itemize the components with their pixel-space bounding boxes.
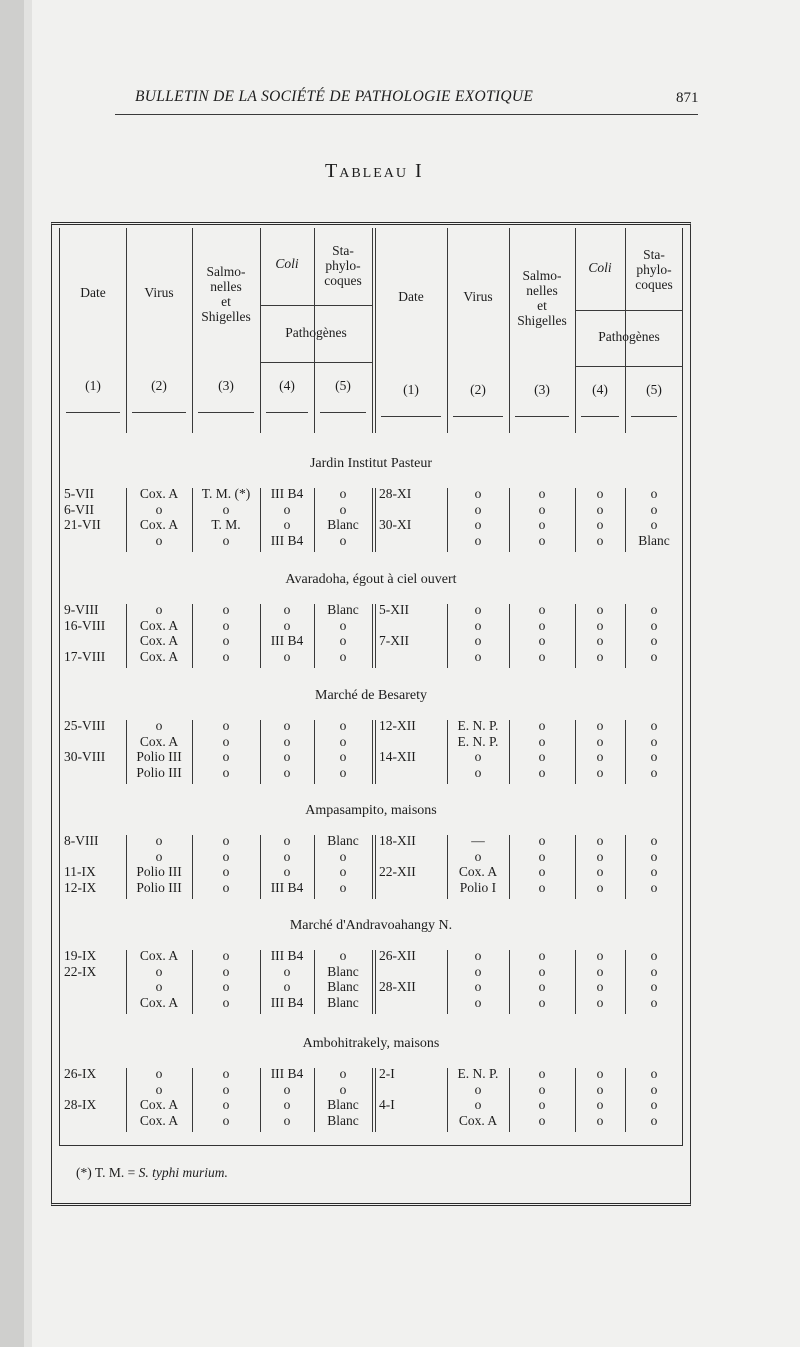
salmonelles-header-line: et — [537, 298, 547, 313]
pathogenes-rule — [575, 310, 683, 311]
value-cell: Blanc — [327, 979, 359, 995]
staphylocoques-header-line: Sta- — [643, 247, 665, 262]
date-cell: 30-VIII — [64, 749, 106, 765]
value-cell: o — [283, 602, 291, 617]
footnote-text: S. typhi murium. — [138, 1165, 228, 1180]
value-cell: o — [339, 848, 347, 864]
value-cell: o — [538, 948, 546, 963]
value-cell: Cox. A — [139, 994, 179, 1010]
staphylocoques-header-line: coques — [324, 273, 362, 288]
value-cell: o — [222, 718, 230, 733]
value-cell: o — [596, 633, 604, 649]
value-cell: o — [596, 733, 604, 749]
value-cell: o — [474, 602, 482, 617]
value-cell: E. N. P. — [457, 1066, 499, 1081]
value-cell: o — [339, 648, 347, 664]
value-cell: III B4 — [270, 532, 304, 548]
date-cell: 22-XII — [379, 864, 416, 880]
header-column-rule — [192, 228, 193, 433]
date-header: Date — [80, 285, 106, 300]
staphylocoques-header-line: Sta- — [332, 243, 354, 258]
section-title: Marché de Besarety — [315, 688, 427, 703]
date-cell: 12-IX — [64, 879, 97, 895]
value-cell: o — [155, 501, 163, 517]
value-cell: o — [222, 602, 230, 617]
column-number: (4) — [279, 378, 295, 393]
value-cell: o — [474, 1081, 482, 1097]
header-column-rule — [126, 228, 127, 433]
column-number-rule — [66, 412, 120, 413]
pathogenes-header: Pathogènes — [598, 329, 660, 344]
value-cell: o — [339, 486, 347, 501]
value-cell: o — [222, 848, 230, 864]
virus-header: Virus — [463, 289, 493, 304]
value-cell: o — [339, 864, 347, 880]
value-cell: E. N. P. — [457, 733, 499, 749]
date-cell: 26-XII — [379, 948, 416, 963]
value-cell: E. N. P. — [457, 718, 499, 733]
column-number-rule — [381, 416, 441, 417]
value-cell: o — [650, 733, 658, 749]
salmonelles-header-line: nelles — [526, 283, 558, 298]
value-cell: o — [339, 1066, 347, 1081]
value-cell: o — [222, 648, 230, 664]
value-cell: o — [538, 1066, 546, 1081]
date-cell: 5-XII — [379, 602, 409, 617]
value-cell: o — [474, 764, 482, 780]
value-cell: o — [650, 486, 658, 501]
body-column-rule — [375, 604, 376, 668]
value-cell: o — [596, 948, 604, 963]
column-number: (1) — [85, 378, 101, 393]
value-cell: III B4 — [270, 994, 304, 1010]
value-cell: Blanc — [327, 994, 359, 1010]
value-cell: o — [283, 963, 291, 979]
value-cell: o — [283, 764, 291, 780]
value-cell: o — [596, 718, 604, 733]
coli-header: Coli — [275, 256, 299, 271]
value-cell: o — [222, 963, 230, 979]
value-cell: o — [650, 764, 658, 780]
value-cell: o — [222, 979, 230, 995]
footnote-marker: (*) T. M. = — [76, 1165, 136, 1180]
column-number: (4) — [592, 382, 608, 397]
value-cell: Cox. A — [458, 1112, 498, 1128]
value-cell: o — [222, 879, 230, 895]
value-cell: o — [650, 948, 658, 963]
value-cell: o — [339, 501, 347, 517]
value-cell: o — [339, 718, 347, 733]
value-cell: Polio III — [136, 879, 182, 895]
virus-header: Virus — [144, 285, 174, 300]
page-number: 871 — [676, 90, 699, 106]
staphylocoques-header-line: coques — [635, 277, 673, 292]
value-cell: T. M. (*) — [201, 486, 251, 501]
salmonelles-header-line: Shigelles — [201, 309, 251, 324]
value-cell: o — [222, 764, 230, 780]
date-cell: 17-VIII — [64, 648, 106, 664]
value-cell: o — [650, 1112, 658, 1128]
section-title: Ampasampito, maisons — [305, 803, 437, 818]
value-cell: o — [474, 979, 482, 995]
value-cell: o — [538, 517, 546, 533]
value-cell: III B4 — [270, 879, 304, 895]
header-column-rule — [375, 228, 376, 433]
value-cell: Cox. A — [139, 948, 179, 963]
value-cell: o — [283, 517, 291, 533]
value-cell: o — [538, 532, 546, 548]
column-number: (5) — [646, 382, 662, 397]
value-cell: o — [155, 1066, 163, 1081]
value-cell: o — [222, 633, 230, 649]
column-number: (3) — [534, 382, 550, 397]
value-cell: Cox. A — [139, 486, 179, 501]
date-cell: 28-IX — [64, 1097, 97, 1113]
column-number-rule — [198, 412, 254, 413]
header-rule — [115, 114, 698, 115]
value-cell: o — [538, 979, 546, 995]
date-cell: 9-VIII — [64, 602, 99, 617]
value-cell: o — [596, 979, 604, 995]
date-cell: 2-I — [379, 1066, 395, 1081]
date-cell: 25-VIII — [64, 718, 106, 733]
value-cell: o — [538, 733, 546, 749]
value-cell: o — [596, 864, 604, 880]
date-cell: 14-XII — [379, 749, 416, 765]
value-cell: III B4 — [270, 948, 304, 963]
value-cell: o — [474, 749, 482, 765]
value-cell: Cox. A — [139, 648, 179, 664]
body-column-rule — [372, 488, 373, 552]
value-cell: o — [283, 617, 291, 633]
column-number: (5) — [335, 378, 351, 393]
value-cell: o — [283, 864, 291, 880]
value-cell: o — [474, 532, 482, 548]
value-cell: o — [222, 532, 230, 548]
value-cell: o — [596, 749, 604, 765]
column-number: (3) — [218, 378, 234, 393]
date-cell: 16-VIII — [64, 617, 106, 633]
date-cell: 19-IX — [64, 948, 97, 963]
date-cell: 6-VII — [64, 501, 94, 517]
value-cell: o — [155, 532, 163, 548]
value-cell: Polio III — [136, 749, 182, 765]
value-cell: o — [474, 948, 482, 963]
value-cell: o — [283, 848, 291, 864]
pathogenes-rule — [260, 305, 372, 306]
value-cell: o — [155, 833, 163, 848]
value-cell: o — [222, 749, 230, 765]
value-cell: o — [650, 963, 658, 979]
pathogenes-bottom-rule — [575, 366, 683, 367]
value-cell: o — [538, 749, 546, 765]
value-cell: o — [283, 718, 291, 733]
value-cell: o — [596, 1112, 604, 1128]
value-cell: o — [596, 517, 604, 533]
value-cell: o — [538, 718, 546, 733]
section-title: Marché d'Andravoahangy N. — [289, 918, 453, 933]
value-cell: o — [650, 864, 658, 880]
value-cell: o — [650, 833, 658, 848]
body-column-rule — [375, 950, 376, 1014]
value-cell: Blanc — [327, 1097, 359, 1113]
body-column-rule — [375, 720, 376, 784]
value-cell: T. M. — [211, 517, 241, 533]
column-number-rule — [266, 412, 308, 413]
staphylocoques-header-line: phylo- — [636, 262, 672, 277]
value-cell: o — [474, 848, 482, 864]
value-cell: o — [538, 848, 546, 864]
column-number-rule — [515, 416, 569, 417]
value-cell: o — [538, 648, 546, 664]
value-cell: o — [538, 1097, 546, 1113]
value-cell: Blanc — [327, 963, 359, 979]
value-cell: o — [596, 486, 604, 501]
value-cell: o — [283, 979, 291, 995]
value-cell: o — [155, 1081, 163, 1097]
body-column-rule — [375, 488, 376, 552]
value-cell: o — [474, 648, 482, 664]
pathogenes-bottom-rule — [260, 362, 372, 363]
value-cell: o — [222, 1066, 230, 1081]
value-cell: o — [650, 501, 658, 517]
salmonelles-header-line: nelles — [210, 279, 242, 294]
value-cell: o — [650, 633, 658, 649]
value-cell: o — [650, 602, 658, 617]
value-cell: o — [538, 617, 546, 633]
value-cell: o — [474, 617, 482, 633]
value-cell: o — [155, 718, 163, 733]
date-cell: 28-XI — [379, 486, 412, 501]
body-column-rule — [375, 835, 376, 899]
value-cell: o — [650, 979, 658, 995]
value-cell: o — [474, 501, 482, 517]
value-cell: o — [596, 648, 604, 664]
date-cell: 26-IX — [64, 1066, 97, 1081]
value-cell: o — [339, 617, 347, 633]
value-cell: Cox. A — [139, 633, 179, 649]
value-cell: o — [283, 1097, 291, 1113]
date-cell: 8-VIII — [64, 833, 99, 848]
value-cell: o — [222, 1081, 230, 1097]
body-column-rule — [372, 720, 373, 784]
page-gutter-edge — [24, 0, 32, 1347]
value-cell: o — [596, 532, 604, 548]
section-title: Avaradoha, égout à ciel ouvert — [285, 572, 457, 587]
value-cell: III B4 — [270, 1066, 304, 1081]
date-cell: 11-IX — [64, 864, 96, 880]
value-cell: o — [596, 879, 604, 895]
date-cell: 18-XII — [379, 833, 416, 848]
value-cell: o — [222, 617, 230, 633]
value-cell: o — [650, 1097, 658, 1113]
value-cell: o — [339, 733, 347, 749]
value-cell: Blanc — [638, 532, 670, 548]
value-cell: o — [283, 833, 291, 848]
value-cell: Polio III — [136, 864, 182, 880]
value-cell: Blanc — [327, 1112, 359, 1128]
value-cell: Cox. A — [139, 733, 179, 749]
value-cell: III B4 — [270, 486, 304, 501]
section-title: Jardin Institut Pasteur — [309, 456, 433, 471]
value-cell: Blanc — [327, 833, 359, 848]
running-head: BULLETIN DE LA SOCIÉTÉ DE PATHOLOGIE EXOTIQUE — [135, 88, 534, 105]
value-cell: o — [596, 833, 604, 848]
salmonelles-header-line: et — [221, 294, 231, 309]
value-cell: o — [474, 517, 482, 533]
value-cell: o — [538, 602, 546, 617]
value-cell: Blanc — [327, 517, 359, 533]
value-cell: o — [474, 1097, 482, 1113]
value-cell: Cox. A — [139, 1097, 179, 1113]
value-cell: o — [538, 486, 546, 501]
value-cell: Blanc — [327, 602, 359, 617]
date-cell: 4-I — [379, 1097, 395, 1113]
column-number: (1) — [403, 382, 419, 397]
date-cell: 21-VII — [64, 517, 101, 533]
value-cell: o — [222, 1112, 230, 1128]
value-cell: o — [650, 994, 658, 1010]
column-number: (2) — [470, 382, 486, 397]
value-cell: o — [339, 764, 347, 780]
date-cell: 30-XI — [379, 517, 412, 533]
value-cell: Cox. A — [139, 617, 179, 633]
value-cell: Polio III — [136, 764, 182, 780]
date-cell: 22-IX — [64, 963, 97, 979]
coli-header: Coli — [588, 260, 612, 275]
value-cell: o — [222, 948, 230, 963]
value-cell: o — [155, 963, 163, 979]
value-cell: Cox. A — [139, 517, 179, 533]
value-cell: o — [339, 879, 347, 895]
salmonelles-header-line: Salmo- — [206, 264, 246, 279]
value-cell: o — [538, 833, 546, 848]
body-column-rule — [375, 1068, 376, 1132]
value-cell: Polio I — [459, 879, 497, 895]
pathogenes-header: Pathogènes — [285, 325, 347, 340]
page-gutter-shadow — [0, 0, 24, 1347]
value-cell: Cox. A — [139, 1112, 179, 1128]
value-cell: o — [538, 501, 546, 517]
value-cell: o — [650, 718, 658, 733]
value-cell: o — [474, 486, 482, 501]
value-cell: o — [339, 749, 347, 765]
value-cell: o — [650, 1081, 658, 1097]
column-number-rule — [453, 416, 503, 417]
value-cell: o — [283, 1081, 291, 1097]
value-cell: o — [538, 963, 546, 979]
date-cell: 12-XII — [379, 718, 416, 733]
value-cell: o — [650, 648, 658, 664]
value-cell: o — [650, 517, 658, 533]
value-cell: o — [283, 648, 291, 664]
body-column-rule — [372, 604, 373, 668]
date-cell: 28-XII — [379, 979, 416, 995]
value-cell: o — [538, 633, 546, 649]
column-number: (2) — [151, 378, 167, 393]
value-cell: o — [222, 1097, 230, 1113]
body-column-rule — [372, 835, 373, 899]
value-cell: o — [222, 994, 230, 1010]
value-cell: o — [283, 749, 291, 765]
value-cell: o — [538, 994, 546, 1010]
value-cell: o — [596, 602, 604, 617]
value-cell: o — [596, 1097, 604, 1113]
value-cell: o — [222, 733, 230, 749]
value-cell: o — [474, 633, 482, 649]
value-cell: o — [283, 733, 291, 749]
value-cell: o — [650, 617, 658, 633]
value-cell: o — [283, 501, 291, 517]
column-number-rule — [631, 416, 677, 417]
section-title: Ambohitrakely, maisons — [302, 1036, 440, 1051]
value-cell: o — [596, 848, 604, 864]
value-cell: o — [222, 833, 230, 848]
column-number-rule — [320, 412, 366, 413]
value-cell: o — [596, 1081, 604, 1097]
value-cell: Cox. A — [458, 864, 498, 880]
value-cell: o — [474, 994, 482, 1010]
value-cell: o — [538, 1112, 546, 1128]
value-cell: o — [339, 532, 347, 548]
value-cell: o — [650, 1066, 658, 1081]
header-column-rule — [372, 228, 373, 433]
footnote — [76, 1165, 228, 1181]
value-cell: o — [339, 1081, 347, 1097]
value-cell: o — [538, 879, 546, 895]
value-cell: o — [339, 948, 347, 963]
value-cell: o — [596, 994, 604, 1010]
value-cell: o — [155, 979, 163, 995]
date-cell: 5-VII — [64, 486, 94, 501]
value-cell: III B4 — [270, 633, 304, 649]
value-cell: o — [538, 764, 546, 780]
value-cell: o — [538, 1081, 546, 1097]
date-cell: 7-XII — [379, 633, 409, 649]
salmonelles-header-line: Shigelles — [517, 313, 567, 328]
value-cell: o — [222, 864, 230, 880]
value-cell: o — [474, 963, 482, 979]
value-cell: o — [650, 879, 658, 895]
value-cell: o — [596, 501, 604, 517]
value-cell: o — [222, 501, 230, 517]
value-cell: o — [596, 963, 604, 979]
date-header: Date — [398, 289, 424, 304]
value-cell: o — [155, 602, 163, 617]
body-column-rule — [372, 1068, 373, 1132]
column-number-rule — [581, 416, 619, 417]
value-cell: o — [596, 617, 604, 633]
value-cell: o — [538, 864, 546, 880]
salmonelles-header-line: Salmo- — [522, 268, 562, 283]
header-column-rule — [447, 228, 448, 433]
value-cell: o — [650, 848, 658, 864]
value-cell: o — [155, 848, 163, 864]
value-cell: o — [339, 633, 347, 649]
value-cell: o — [283, 1112, 291, 1128]
header-column-rule — [509, 228, 510, 433]
table-title: Tableau I — [325, 160, 424, 182]
value-cell: — — [471, 833, 485, 848]
body-column-rule — [372, 950, 373, 1014]
value-cell: o — [596, 764, 604, 780]
value-cell: o — [650, 749, 658, 765]
value-cell: o — [596, 1066, 604, 1081]
column-number-rule — [132, 412, 186, 413]
staphylocoques-header-line: phylo- — [325, 258, 361, 273]
